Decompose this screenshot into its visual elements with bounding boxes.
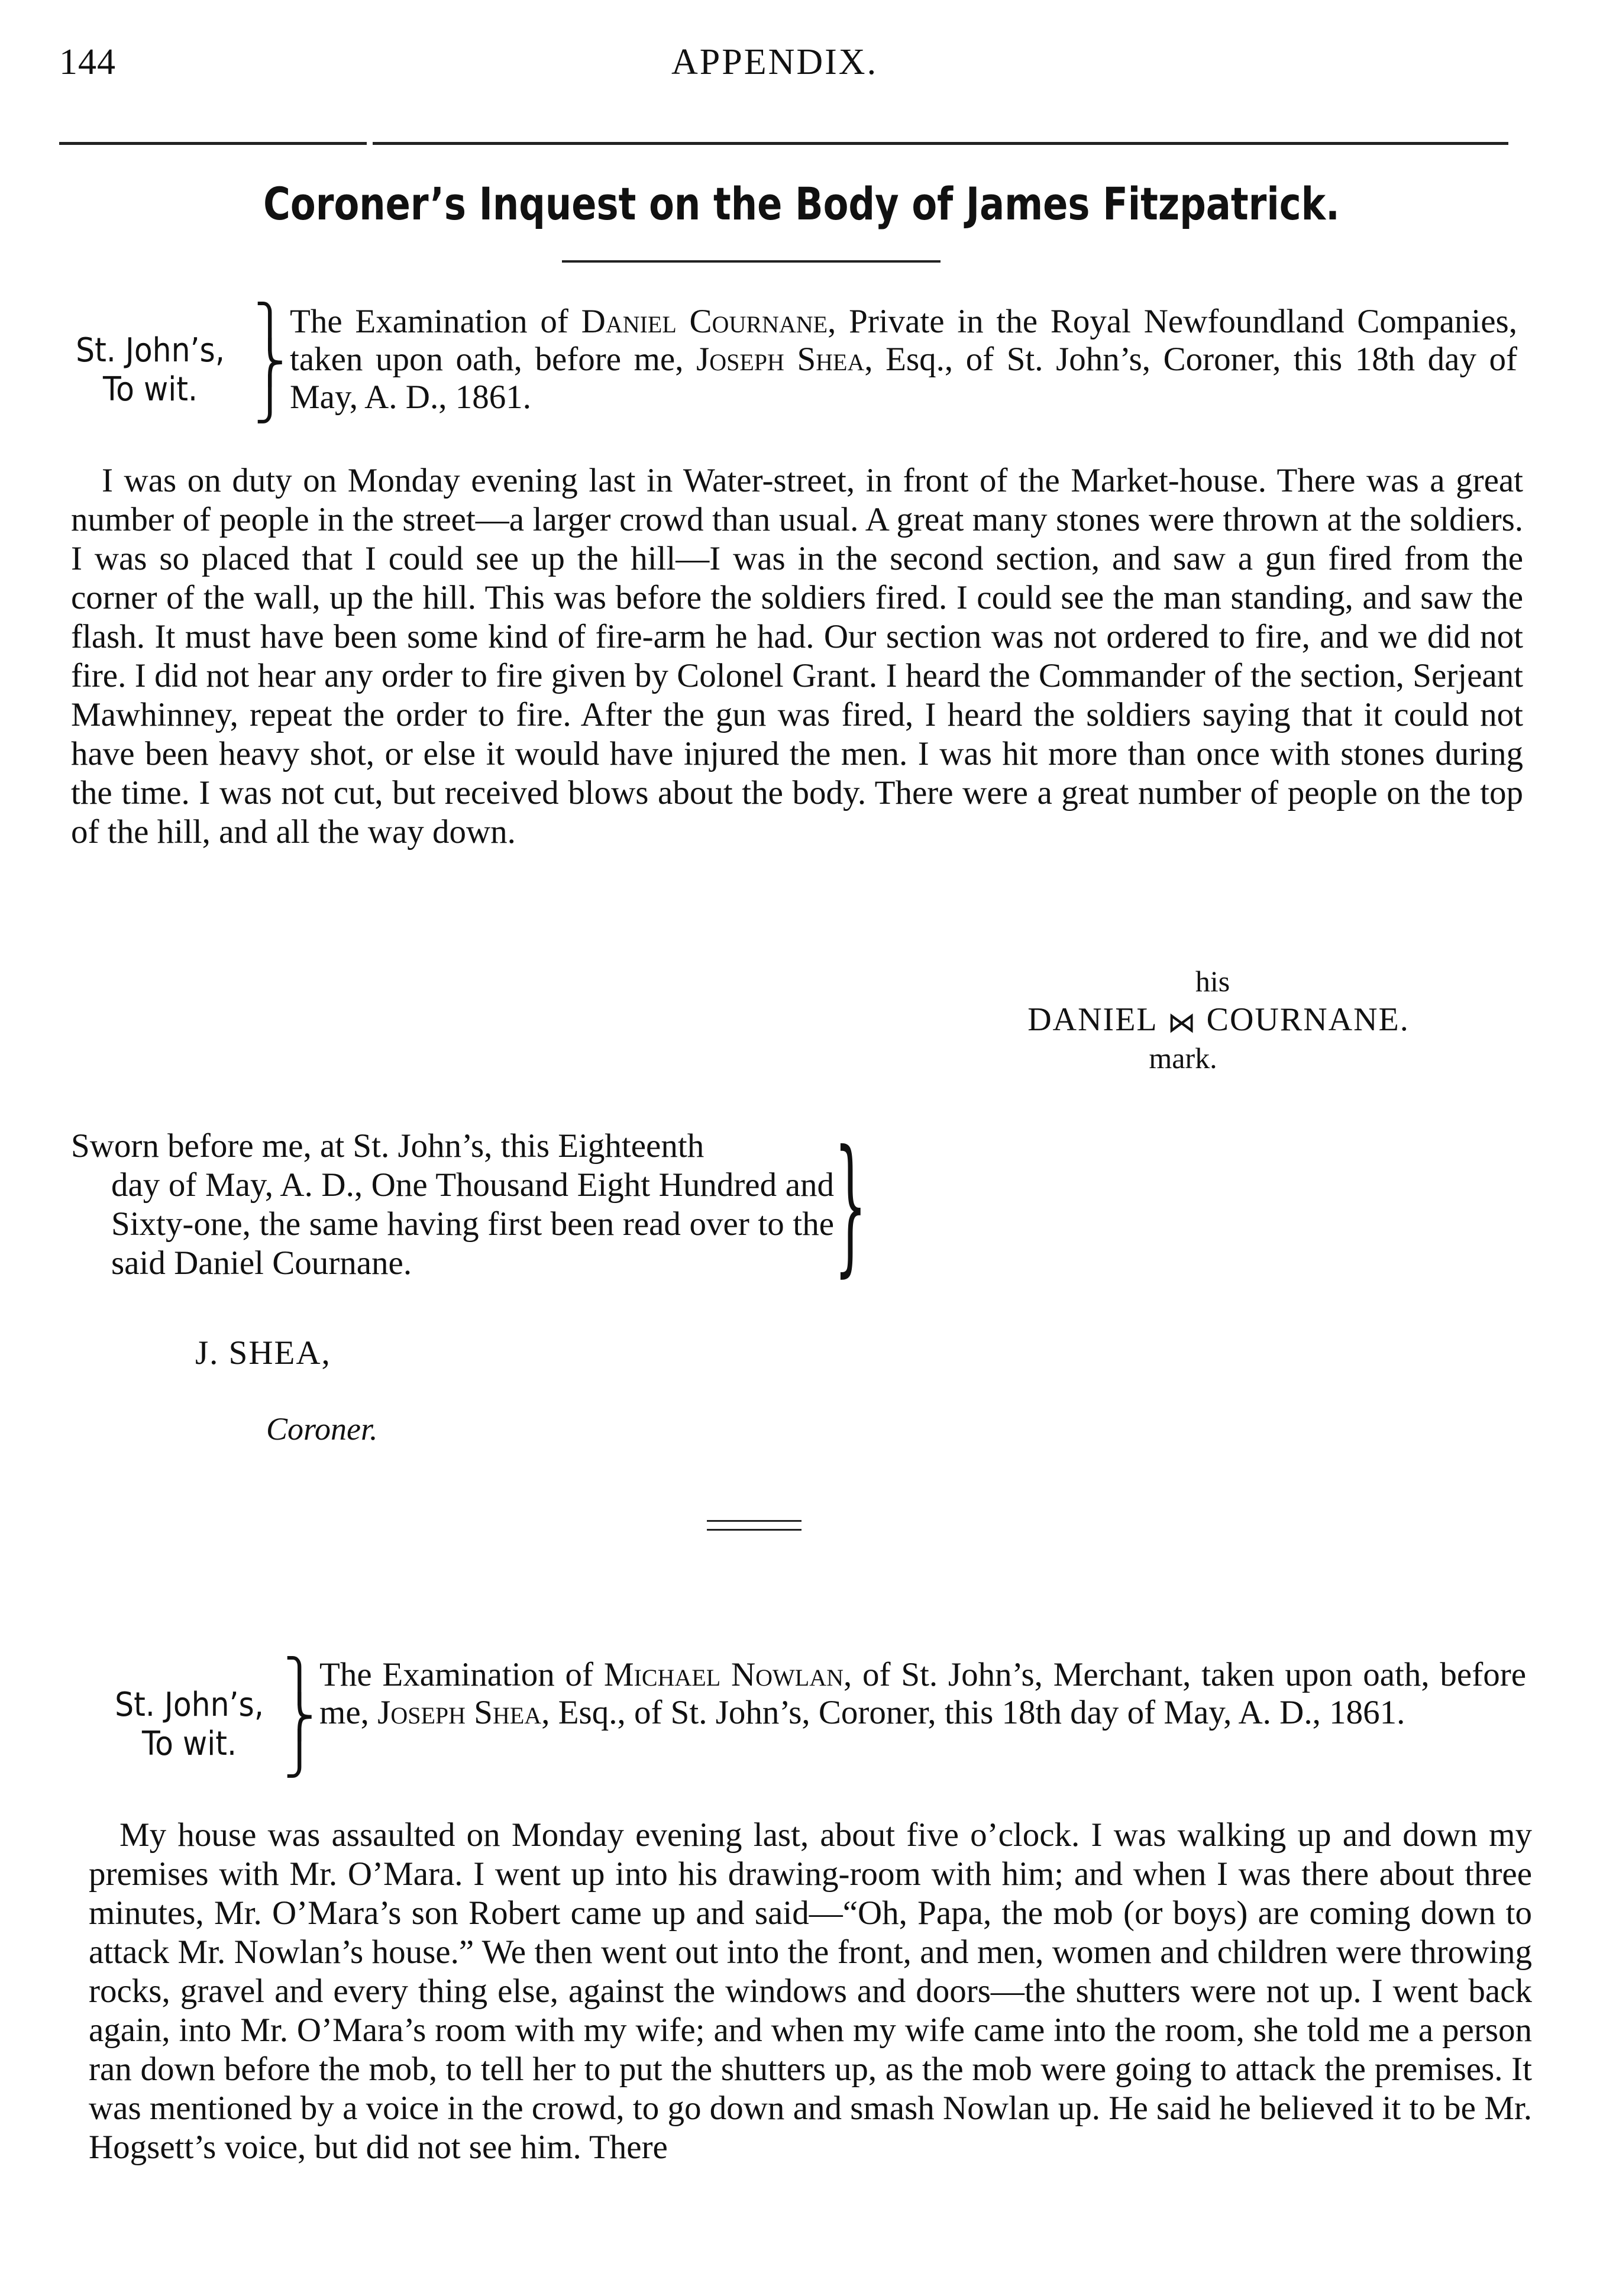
venue-place: St. John’s, bbox=[76, 331, 225, 370]
cross-mark-icon: ⋈ bbox=[1167, 1007, 1197, 1039]
testimony-paragraph-1: I was on duty on Monday evening last in Water-street, in front of the Market-house. There was a great number of people in the street—a larger crowd than usual. A great many stones were thrown at the soldiers. I was so placed that I could see up the hill—I was in the second section, and saw a gun fired from the corner of the wall, up the hill. This was before the soldiers fired. I could see the man standing, and saw the flash. It must have been some kind of fire-arm he had. Our section was not ordered to fire, and we did not fire. I did not hear any order to fire given by Colonel Grant. I heard the Commander of the section, Serjeant Mawhinney, repeat the order to fire. After the gun was fired, I heard the soldiers saying that it could not have been heavy shot, or else it would have injured the men. I was hit more than once with stones during the time. I was not cut, but received blows about the body. There were a great number of people on the top of the hill, and all the way down. bbox=[71, 462, 1523, 851]
venue-place: St. John’s, bbox=[115, 1686, 264, 1724]
venue-brace-2: ⎫ ⎬ ⎭ bbox=[284, 1656, 315, 1778]
preamble-text: , Esq., of St. John’s, Coroner, this 18th day of May, A. D., 1861. bbox=[541, 1694, 1405, 1731]
examination-preamble-1 bbox=[290, 303, 1517, 416]
running-title: APPENDIX. bbox=[671, 42, 878, 82]
testimony-paragraph-2: My house was assaulted on Monday evening last, about five o’clock. I was walking up and down my premises with Mr. O’Mara. I went up into his drawing-room with him; and when I was there about three minutes, Mr. O’Mara’s son Robert came up and said—“Oh, Papa, the mob (or boys) are coming down to attack Mr. Nowlan’s house.” We then went out into the front, and men, women and children were throwing rocks, gravel and every thing else, against the windows and doors—the shutters were not up. I went back again, into Mr. O’Mara’s room with my wife; and when my wife came into the room, she told me a person ran down before the mob, to tell her to put the shutters up, as the mob were going to attack the premises. It was mentioned by a voice in the crowd, to go down and smash Nowlan up. He said he believed it to be Mr. Hogsett’s voice, but did not see him. There bbox=[89, 1816, 1532, 2166]
venue-towit: To wit. bbox=[102, 370, 198, 409]
coroner-name-inline: Joseph Shea bbox=[696, 341, 865, 378]
title-rule bbox=[562, 260, 941, 263]
deponent-name: Daniel Cournane bbox=[581, 303, 828, 340]
header-rule-right bbox=[373, 142, 1508, 145]
running-header bbox=[59, 41, 1514, 95]
jurat-rest: day of May, A. D., One Thousand Eight Hundred and Sixty-one, the same having first been read over to the said Daniel Cournane. bbox=[111, 1166, 834, 1282]
section-divider bbox=[707, 1520, 802, 1531]
signature-name bbox=[982, 1001, 1455, 1039]
page-number: 144 bbox=[59, 42, 116, 82]
signature-last-name: COURNANE. bbox=[1206, 1001, 1410, 1038]
jurat-line-1: Sworn before me, at St. John’s, this Eighteenth bbox=[71, 1127, 704, 1165]
deponent-name: Michael Nowlan bbox=[603, 1656, 843, 1693]
section-title: Coroner’s Inquest on the Body of James Fitzpatrick. bbox=[263, 177, 1340, 230]
preamble-text: The Examination of bbox=[290, 303, 581, 340]
signature-his: his bbox=[1195, 965, 1230, 998]
preamble-text: , Private in the Royal Newfoundland Companies, taken upon oath, before me, bbox=[290, 303, 1517, 378]
venue-label-1 bbox=[65, 331, 235, 409]
preamble-text: , Esq., of St. John’s, Coroner, this 18th day of May, A. D., 1861. bbox=[290, 341, 1517, 416]
examination-preamble-2 bbox=[319, 1656, 1526, 1732]
preamble-text: , of St. John’s, Merchant, taken upon oath, before me, bbox=[319, 1656, 1526, 1731]
signature-first-name: DANIEL bbox=[1027, 1001, 1158, 1038]
jurat-brace: } bbox=[834, 1118, 867, 1291]
venue-brace-1: ⎫ ⎬ ⎭ bbox=[254, 302, 286, 423]
coroner-signature: J. SHEA, bbox=[195, 1334, 331, 1372]
preamble-text: The Examination of bbox=[319, 1656, 604, 1693]
coroner-name-inline: Joseph Shea bbox=[377, 1694, 542, 1731]
header-rule-left bbox=[59, 142, 367, 145]
signature-mark-label: mark. bbox=[1149, 1042, 1217, 1075]
venue-towit: To wit. bbox=[141, 1725, 237, 1763]
coroner-title: Coroner. bbox=[266, 1411, 378, 1447]
jurat-text bbox=[71, 1127, 834, 1283]
venue-label-2 bbox=[109, 1686, 269, 1764]
